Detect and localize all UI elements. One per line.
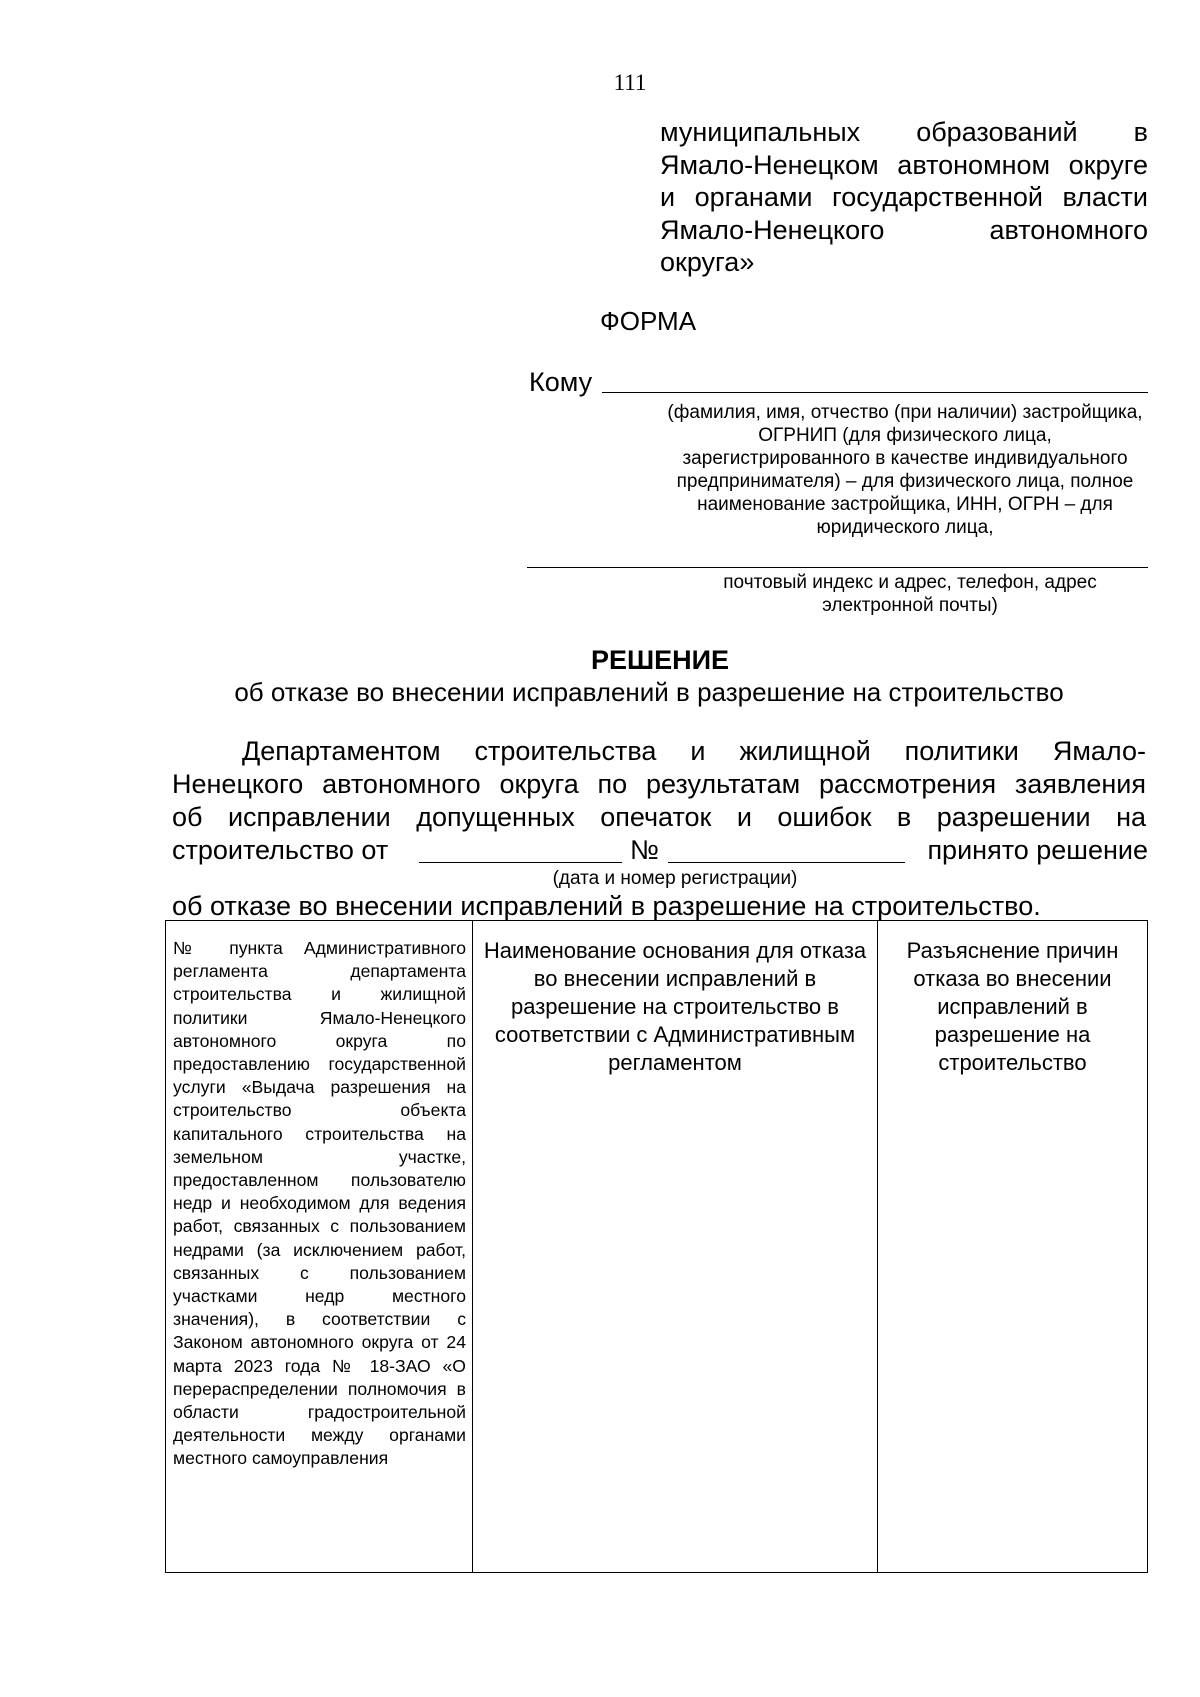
date-blank-line (419, 862, 622, 863)
body-line-3: об исправлении допущенных опечаток и ошибок в разрешении на (172, 802, 1146, 832)
address-caption: почтовый индекс и адрес, телефон, адрес электронной почты) (723, 572, 1097, 616)
body-line-4-end: принято решение (927, 835, 1148, 865)
reason-name-header: Наименование основания для отказа во внесении исправлений в разрешение на строительство в соответствии с Административным регламентом (483, 938, 867, 1075)
body-line-2: Ненецкого автономного округа по результатам рассмотрения заявления (172, 769, 1146, 799)
reason-explanation-header: Разъяснение причин отказа во внесении исправлений в разрешение на строительство (906, 938, 1119, 1075)
address-line (527, 567, 1148, 568)
body-line-4-start: строительство от (172, 835, 389, 865)
body-line-5: об отказе во внесении исправлений в разрешение на строительство. (172, 891, 1041, 921)
reasons-table (165, 920, 1148, 1573)
recipient-caption: (фамилия, имя, отчество (при наличии) застройщика, ОГРНИП (для физического лица, зарегистрированного в качестве индивидуального предпринимателя) – для физического лица, полное наименование застройщика, ИНН, ОГРН – для юридического лица, (667, 402, 1143, 538)
number-blank-line (668, 862, 905, 863)
decision-title: РЕШЕНИЕ (590, 645, 730, 675)
reason-explanation-cell (878, 921, 1148, 1573)
reason-name-cell (473, 921, 878, 1573)
page-number: 111 (613, 70, 647, 95)
recipient-label: Кому (529, 367, 593, 397)
decision-subtitle: об отказе во внесении исправлений в разрешение на строительство (234, 677, 1064, 707)
table-row (166, 921, 1148, 1573)
form-label: ФОРМА (600, 306, 697, 336)
header-note: муниципальных образований в Ямало-Ненецком автономном округе и органами государственной власти Ямало-Ненецкого автономного округа» (660, 117, 1148, 277)
regulation-cell (166, 921, 473, 1573)
recipient-line (602, 392, 1148, 393)
date-caption: (дата и номер регистрации) (552, 868, 798, 889)
regulation-text: № пункта Административного регламента департамента строительства и жилищной политики Ямало-Ненецкого автономного округа по предоставлению государственной услуги «Выдача разрешения на строительство объекта капитального строительства на земельном участке, предоставленном пользователю недр и необходимом для ведения работ, связанных с пользованием недрами (за исключением работ, связанных с пользованием участками недр местного значения), в соответствии с Законом автономного округа от 24 марта 2023 года № 18-ЗАО «О перераспределении полномочия в области градостроительной деятельности между органами местного самоуправления (173, 938, 466, 1469)
number-sign: № (630, 835, 659, 865)
body-line-1: Департаментом строительства и жилищной политики Ямало- (242, 736, 1146, 766)
